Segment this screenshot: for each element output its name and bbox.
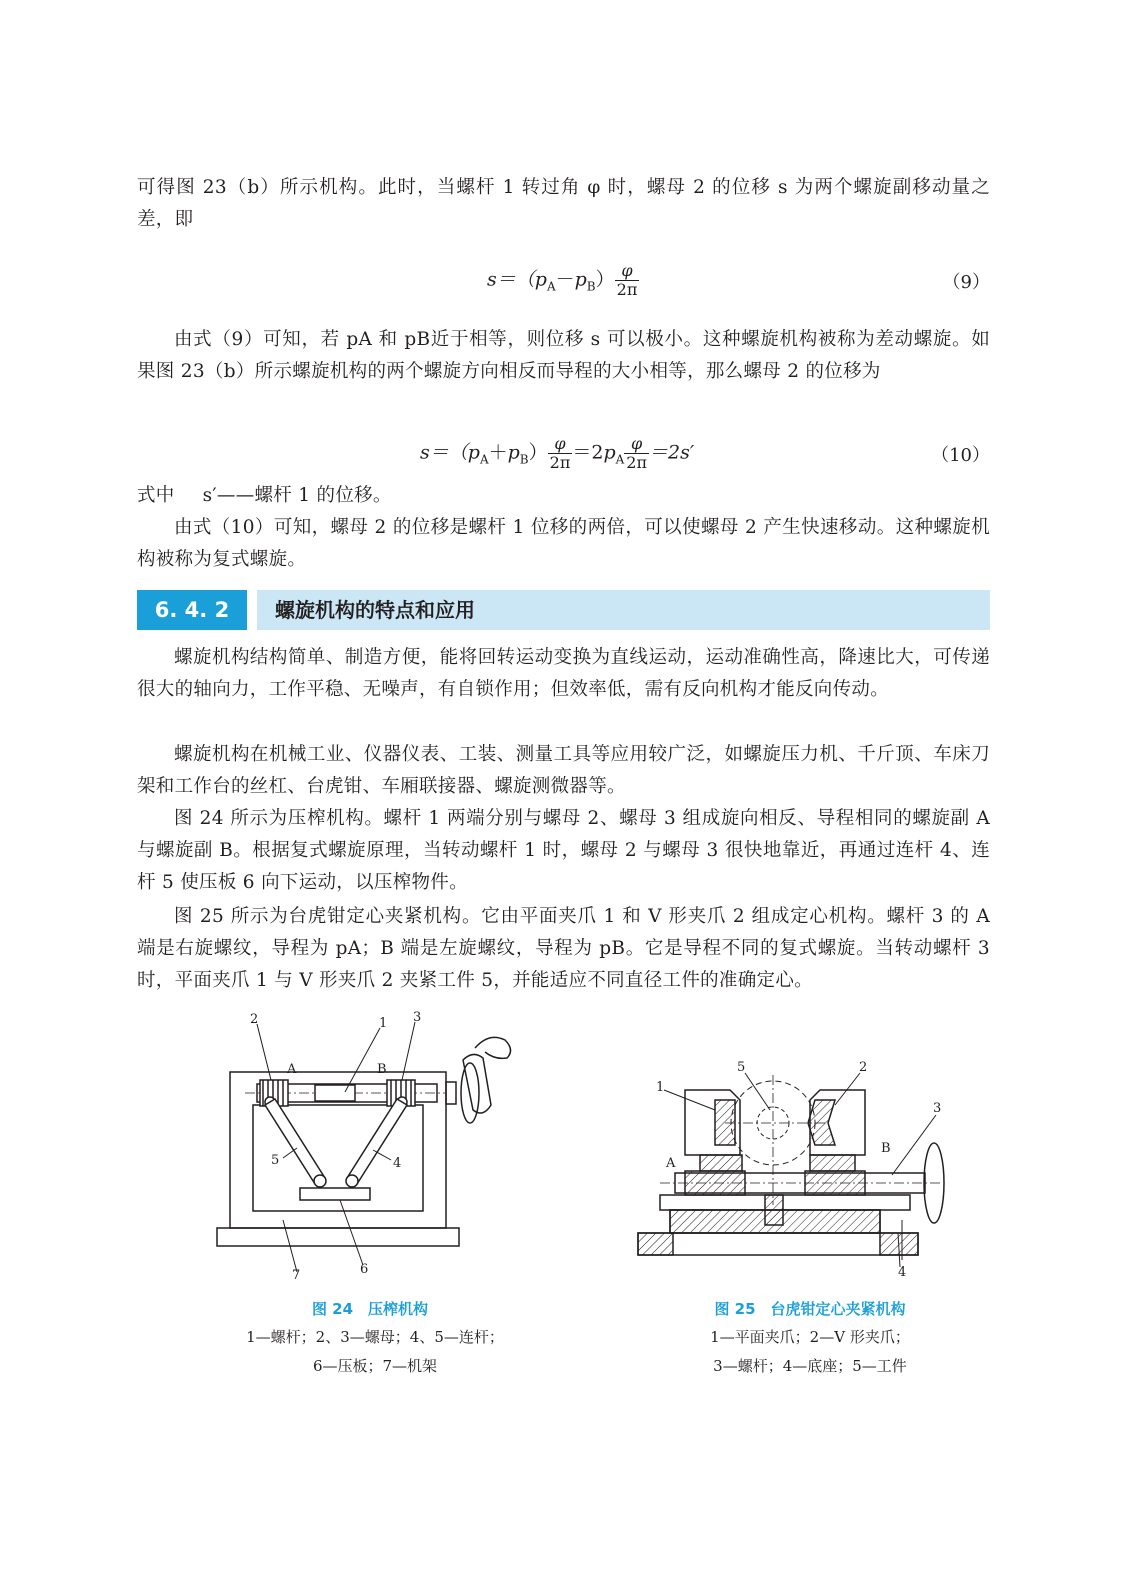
section-title: 螺旋机构的特点和应用 <box>257 590 990 630</box>
paragraph-4: 由式（10）可知，螺母 2 的位移是螺杆 1 位移的两倍，可以使螺母 2 产生快速移动。这种螺旋机构被称为复式螺旋。 <box>137 517 990 570</box>
eq10-frac1-num: φ <box>548 435 573 454</box>
eq10-frac1-den: 2π <box>549 453 571 472</box>
equation-9-number: （9） <box>942 272 990 293</box>
fig24-label-3: 3 <box>413 1010 422 1025</box>
eq10-pa2: p <box>603 441 616 464</box>
paragraph-8: 图 25 所示为台虎钳定心夹紧机构。它由平面夹爪 1 和 V 形夹爪 2 组成定心机构。螺杆 3 的 A 端是右旋螺纹，导程为 pA；B 端是左旋螺纹，导程为 pB。它是导程不同的复式螺旋。当转动螺杆 3 时，平面夹爪 1 与 V 形夹爪 2 夹紧工件 5，并能适应不同直径工件的准确定心。 <box>137 906 990 991</box>
fig24-label-6: 6 <box>360 1262 369 1277</box>
paragraph-7: 图 24 所示为压榨机构。螺杆 1 两端分别与螺母 2、螺母 3 组成旋向相反、导程相同的螺旋副 A 与螺旋副 B。根据复式螺旋原理，当转动螺杆 1 时，螺母 2 与螺母 3 很快地靠近，再通过连杆 4、连杆 5 使压板 6 向下运动，以压榨物件。 <box>137 808 990 893</box>
bench-vise-diagram <box>630 1055 970 1290</box>
eq10-pa2-sub: A <box>615 452 625 467</box>
eq9-pb-sub: B <box>586 279 596 294</box>
eq9-lhs: s＝（ <box>487 268 535 291</box>
eq9-pa-sub: A <box>546 279 556 294</box>
eq10-rhs: ＝2s′ <box>648 441 695 464</box>
paragraph-2: 由式（9）可知，若 pA 和 pB近于相等，则位移 s 可以极小。这种螺旋机构被称为差动螺旋。如果图 23（b）所示螺旋机构的两个螺旋方向相反而导程的大小相等，那么螺母 2 的位移为 <box>137 329 990 382</box>
figure-25-caption-title: 图 25 台虎钳定心夹紧机构 <box>714 1300 906 1318</box>
equation-10-number: （10） <box>931 445 990 466</box>
eq10-mid: ＝2 <box>572 441 604 464</box>
fig25-label-3: 3 <box>933 1101 942 1116</box>
paragraph-6: 螺旋机构在机械工业、仪器仪表、工装、测量工具等应用较广泛，如螺旋压力机、千斤顶、车床刀架和工作台的丝杠、台虎钳、车厢联接器、螺旋测微器等。 <box>137 744 990 797</box>
paragraph-5: 螺旋机构结构简单、制造方便，能将回转运动变换为直线运动，运动准确性高，降速比大，可传递很大的轴向力，工作平稳、无噪声，有自锁作用；但效率低，需有反向机构才能反向传动。 <box>137 647 990 700</box>
eq10-close: ） <box>528 441 548 464</box>
figure-24-caption-line-2: 6—压板；7—机架 <box>312 1357 438 1375</box>
press-mechanism-diagram <box>205 1010 545 1290</box>
paragraph-3 <box>137 480 990 512</box>
fig24-label-5: 5 <box>271 1153 280 1168</box>
eq10-plus: ＋ <box>488 441 508 464</box>
eq10-pb: p <box>507 441 520 464</box>
fig25-label-B: B <box>881 1141 891 1156</box>
eq9-fraction <box>615 262 640 299</box>
eq9-close: ） <box>595 268 615 291</box>
fig24-label-A: A <box>287 1062 297 1077</box>
fig24-label-1: 1 <box>379 1016 388 1031</box>
equation-9 <box>487 262 639 299</box>
eq9-frac-den: 2π <box>616 280 638 299</box>
fig25-label-1: 1 <box>656 1080 665 1095</box>
fig25-label-5: 5 <box>737 1060 746 1075</box>
eq10-fraction-2 <box>624 435 649 472</box>
fig25-label-A: A <box>666 1156 676 1171</box>
eq10-frac2-den: 2π <box>626 453 647 472</box>
eq9-frac-num: φ <box>615 262 640 281</box>
eq10-fraction-1 <box>548 435 573 472</box>
figure-25 <box>630 1055 970 1290</box>
eq10-pa: p <box>467 441 480 464</box>
eq10-pa-sub: A <box>479 452 489 467</box>
eq9-pb: p <box>574 268 587 291</box>
section-header <box>137 590 990 630</box>
fig24-label-2: 2 <box>250 1012 259 1027</box>
figure-25-caption-line-1: 1—平面夹爪；2—V 形夹爪； <box>710 1328 910 1346</box>
where-definition: s′——螺杆 1 的位移。 <box>202 485 392 506</box>
figure-24-caption-line-1: 1—螺杆；2、3—螺母；4、5—连杆； <box>246 1328 504 1346</box>
eq10-pb-sub: B <box>519 452 529 467</box>
fig24-label-7: 7 <box>292 1268 301 1283</box>
fig25-label-4: 4 <box>898 1265 907 1280</box>
paragraph-1: 可得图 23（b）所示机构。此时，当螺杆 1 转过角 φ 时，螺母 2 的位移 s 为两个螺旋副移动量之差，即 <box>137 177 990 230</box>
eq9-minus: － <box>555 268 575 291</box>
figure-24-caption-title: 图 24 压榨机构 <box>311 1300 429 1318</box>
fig25-label-2: 2 <box>859 1060 868 1075</box>
eq10-frac2-num: φ <box>624 435 649 454</box>
figure-24 <box>205 1010 545 1290</box>
fig24-label-B: B <box>377 1062 387 1077</box>
fig24-label-4: 4 <box>393 1156 402 1171</box>
eq10-lhs: s＝（ <box>420 441 468 464</box>
section-number: 6. 4. 2 <box>137 590 247 630</box>
eq9-pa: p <box>534 268 547 291</box>
figure-25-caption-line-2: 3—螺杆；4—底座；5—工件 <box>713 1357 907 1375</box>
equation-10 <box>420 435 694 472</box>
where-label: 式中 <box>137 485 175 506</box>
